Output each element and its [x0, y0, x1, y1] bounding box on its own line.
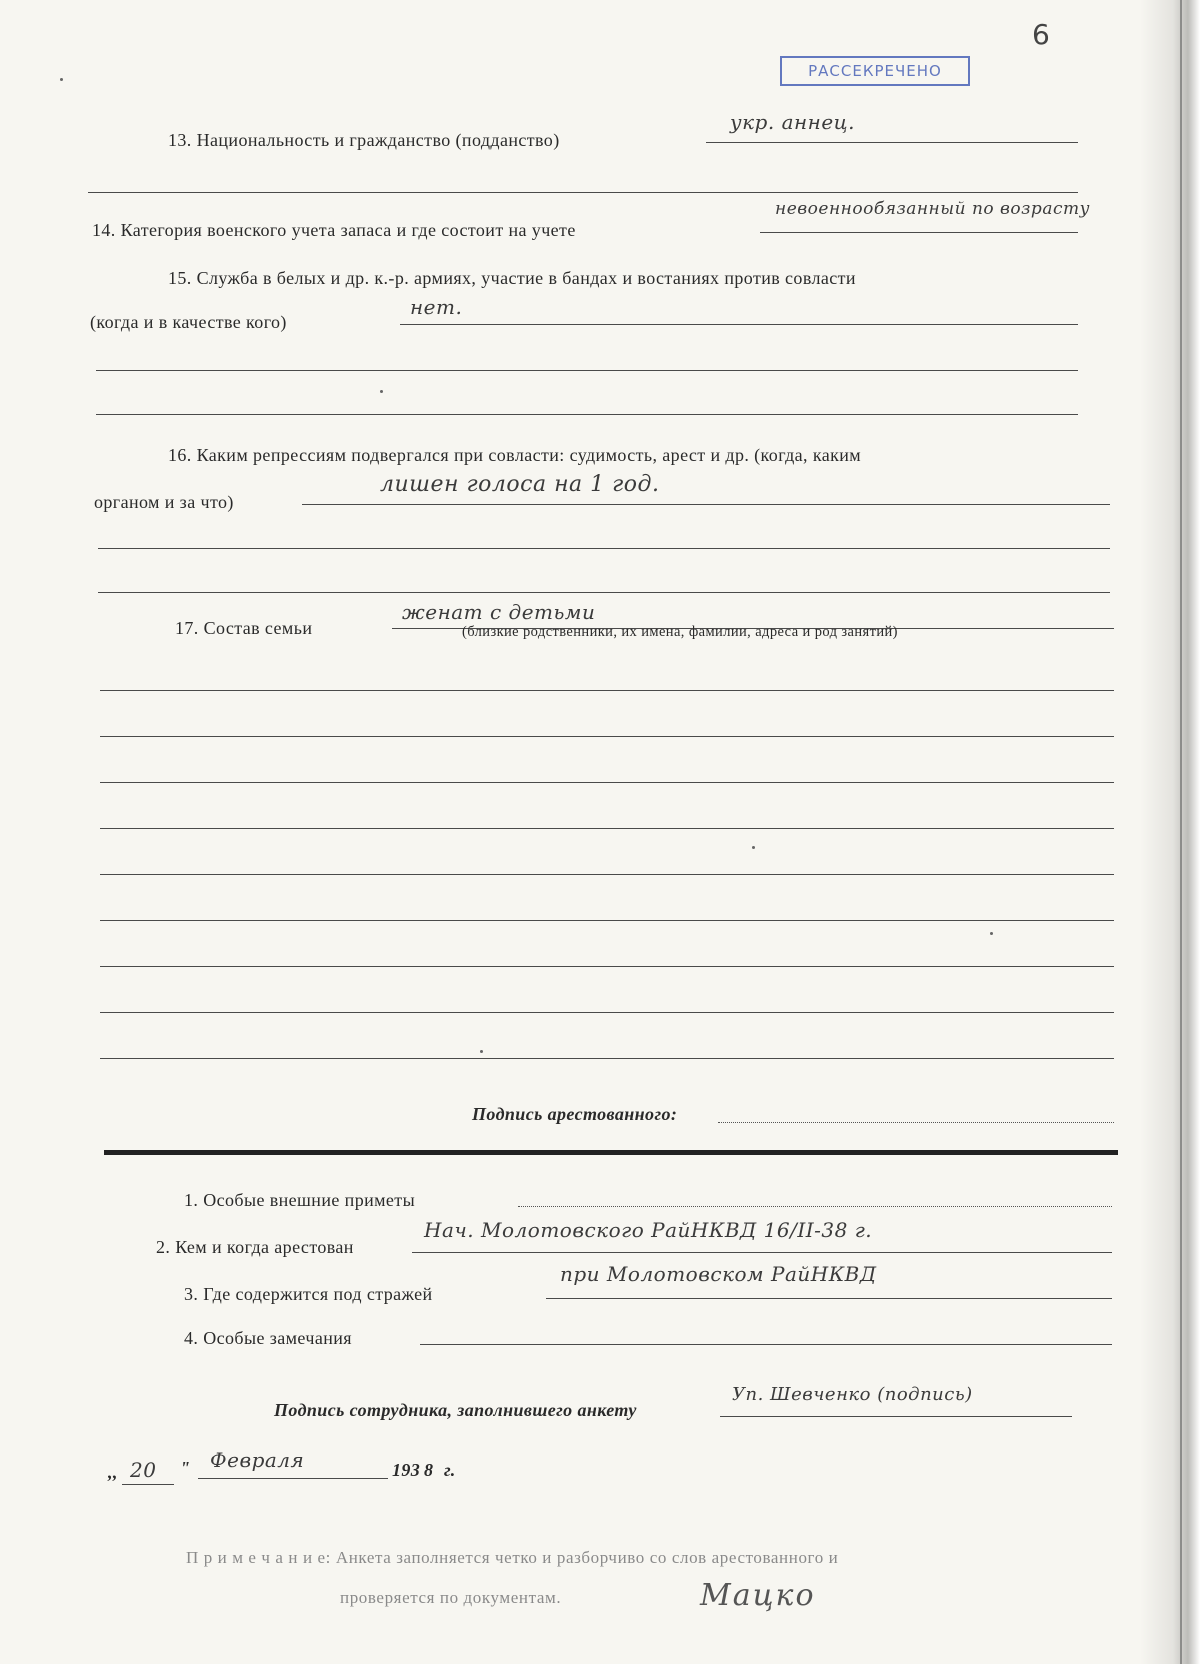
officer-signature-line: [720, 1416, 1072, 1417]
family-line-5: [100, 874, 1114, 875]
date-day: 20: [130, 1458, 157, 1482]
q14-answer: невоеннообязанный по возрасту: [775, 199, 1090, 219]
date-year-end: г.: [444, 1460, 456, 1480]
q16-answer-line: [302, 504, 1110, 505]
q17-hint: (близкие родственники, их имена, фамилии, адреса и род занятий): [462, 624, 898, 640]
scan-speck: [752, 846, 755, 849]
officer-signature-value: Уп. Шевченко (подпись): [732, 1384, 973, 1405]
family-line-7: [100, 966, 1114, 967]
declassified-stamp: РАССЕКРЕЧЕНО: [780, 56, 970, 86]
date-year-digit: 8: [424, 1460, 434, 1480]
date-month-line: [198, 1478, 388, 1479]
q13-answer-line: [706, 142, 1078, 143]
feature-label: 1. Особые внешние приметы: [184, 1190, 416, 1210]
section-divider: [104, 1150, 1118, 1155]
custody-label: 3. Где содержится под стражей: [184, 1284, 433, 1304]
q15-label-line1: 15. Служба в белых и др. к.-р. армиях, участие в бандах и востаниях против совласти: [168, 268, 856, 288]
scan-speck: [480, 1050, 483, 1053]
remarks-label: 4. Особые замечания: [184, 1328, 352, 1348]
q15-label-line2: (когда и в качестве кого): [90, 312, 287, 332]
scan-speck: [380, 390, 383, 393]
q15-extra-line-1: [96, 370, 1078, 371]
family-line-6: [100, 920, 1114, 921]
q14-label: 14. Категория военского учета запаса и где состоит на учете: [92, 220, 576, 240]
family-line-8: [100, 1012, 1114, 1013]
arrested-by-label: 2. Кем и когда арестован: [156, 1237, 354, 1257]
custody-answer: при Молотовском РайНКВД: [560, 1262, 877, 1286]
scan-edge-shadow: [1140, 0, 1200, 1664]
q16-answer: лишен голоса на 1 год.: [380, 472, 660, 497]
page-number: 6: [1032, 18, 1050, 51]
q16-label-line2: органом и за что): [94, 492, 234, 512]
arrested-by-line: [412, 1252, 1112, 1253]
date-year-suffix: 193: [392, 1460, 421, 1480]
q16-label-line1: 16. Каким репрессиям подвергался при совласти: судимость, арест и др. (когда, каким: [168, 445, 862, 465]
family-line-9: [100, 1058, 1114, 1059]
q13-answer: укр. аннец.: [730, 110, 855, 134]
custody-line: [546, 1298, 1112, 1299]
scan-speck: [60, 78, 63, 81]
scan-speck: [990, 932, 993, 935]
officer-signature-label: Подпись сотрудника, заполнившего анкету: [274, 1400, 637, 1420]
note-line-2: проверяется по документам.: [340, 1588, 562, 1607]
q16-extra-line-1: [98, 548, 1110, 549]
q15-extra-line-2: [96, 414, 1078, 415]
arrested-signature-line: [718, 1122, 1114, 1123]
q13-extra-line: [88, 192, 1078, 193]
q14-answer-line: [760, 232, 1078, 233]
q17-label: 17. Состав семьи: [175, 618, 313, 638]
date-close-quote: ": [180, 1458, 191, 1478]
family-line-1: [100, 690, 1114, 691]
date-day-line: [122, 1484, 174, 1485]
family-line-3: [100, 782, 1114, 783]
feature-line: [518, 1206, 1112, 1207]
date-open-quote: ,,: [108, 1462, 118, 1482]
date-month: Февраля: [210, 1448, 305, 1472]
bottom-signature: Мацко: [700, 1578, 816, 1613]
q15-answer-line: [400, 324, 1078, 325]
q13-label: 13. Национальность и гражданство (подданство): [168, 130, 560, 150]
scan-edge-line: [1180, 0, 1182, 1664]
q15-answer: нет.: [410, 295, 463, 319]
note-line-1: П р и м е ч а н и е: Анкета заполняется четко и разборчиво со слов арестованного и: [186, 1548, 839, 1567]
family-line-4: [100, 828, 1114, 829]
arrested-signature-label: Подпись арестованного:: [472, 1104, 678, 1124]
q17-answer: женат с детьми: [402, 600, 596, 624]
arrested-by-answer: Нач. Молотовского РайНКВД 16/II-38 г.: [424, 1218, 873, 1242]
remarks-line: [420, 1344, 1112, 1345]
q16-extra-line-2: [98, 592, 1110, 593]
family-line-2: [100, 736, 1114, 737]
